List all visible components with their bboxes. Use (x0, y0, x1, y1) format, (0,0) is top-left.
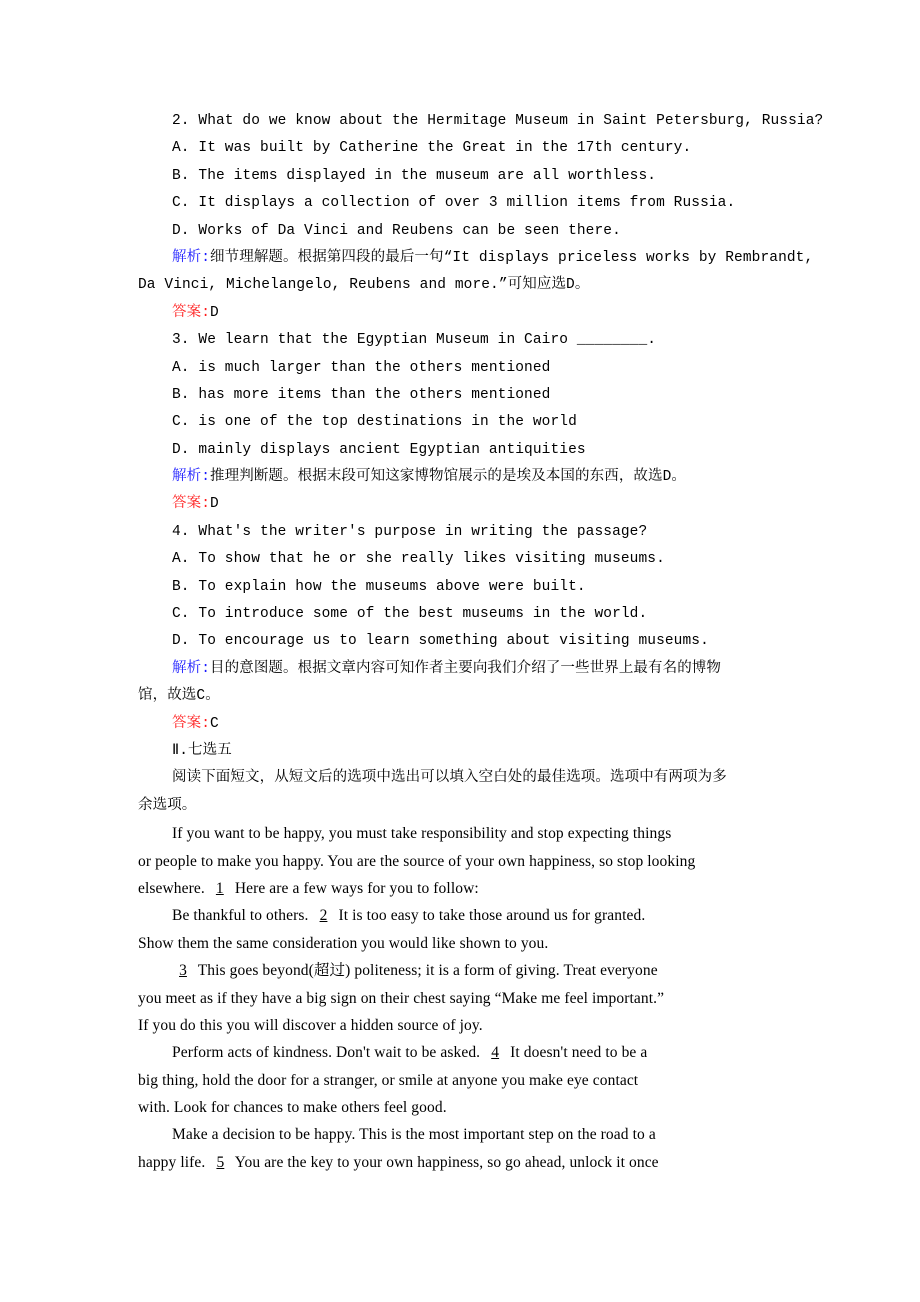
q4-option-d: D. To encourage us to learn something about visiting museums. (172, 633, 709, 650)
answer-label: 答案: (172, 304, 211, 321)
analysis-label: 解析: (172, 469, 211, 486)
blank-4: 4 (491, 1044, 500, 1062)
blank-5: 5 (216, 1153, 225, 1171)
q4-answer-value: C (210, 715, 219, 732)
text: elsewhere. (138, 879, 205, 897)
q4-answer (138, 711, 783, 738)
q2-option-b: B. The items displayed in the museum are all worthless. (172, 167, 657, 184)
answer-label: 答案: (172, 715, 211, 732)
section-instruction: 阅读下面短文，从短文后的选项中选出可以填入空白处的最佳选项。选项中有两项为多 (172, 770, 727, 787)
text: Here are a few ways for you to follow: (234, 879, 479, 897)
q4-option-b: B. To explain how the museums above were built. (172, 578, 586, 595)
passage-p4-line2: big thing, hold the door for a stranger, or smile at anyone you make eye contact (138, 1071, 639, 1089)
text: Be thankful to others. (172, 907, 309, 925)
passage-p2-line2: Show them the same consideration you would like shown to you. (138, 934, 549, 952)
q3-answer-value: D (210, 496, 219, 513)
passage-p2-line1 (138, 902, 783, 929)
passage-p5-line1: Make a decision to be happy. This is the most important step on the road to a (172, 1126, 656, 1144)
q2-analysis-text: 细节理解题。根据第四段的最后一句“It displays priceless works by Rembrandt, (210, 249, 814, 266)
passage-p4-line1 (138, 1039, 783, 1066)
section-instruction-cont: 余选项。 (138, 797, 197, 814)
section-title: Ⅱ.七选五 (172, 742, 232, 759)
passage-p3-line1 (138, 957, 783, 984)
q3-option-d: D. mainly displays ancient Egyptian antiquities (172, 441, 586, 458)
q3-option-a: A. is much larger than the others mentioned (172, 359, 551, 376)
q2-option-d: D. Works of Da Vinci and Reubens can be seen there. (172, 222, 621, 239)
blank-1: 1 (215, 879, 224, 897)
passage-p1-line2: or people to make you happy. You are the source of your own happiness, so stop looking (138, 852, 696, 870)
text: It doesn't need to be a (510, 1044, 648, 1062)
passage-p5-line2 (138, 1149, 783, 1176)
blank-2: 2 (319, 907, 328, 925)
q3-answer (138, 491, 783, 518)
q4-option-c: C. To introduce some of the best museums in the world. (172, 606, 648, 623)
q3-analysis-text: 推理判断题。根据末段可知这家博物馆展示的是埃及本国的东西，故选D。 (210, 469, 687, 486)
text: Perform acts of kindness. Don't wait to be asked. (172, 1044, 481, 1062)
passage-p1-line3 (138, 875, 783, 902)
q2-answer (138, 300, 783, 327)
blank-3: 3 (179, 962, 187, 980)
q2-answer-value: D (210, 304, 219, 321)
passage-p3-line3: If you do this you will discover a hidden source of joy. (138, 1016, 483, 1034)
passage-p4-line3: with. Look for chances to make others feel good. (138, 1099, 447, 1117)
q4-analysis-text: 目的意图题。根据文章内容可知作者主要向我们介绍了一些世界上最有名的博物 (210, 660, 722, 677)
q3-option-b: B. has more items than the others mentioned (172, 386, 551, 403)
analysis-label: 解析: (172, 249, 211, 266)
text: You are the key to your own happiness, so go ahead, unlock it once (234, 1153, 659, 1171)
q2-stem: 2. What do we know about the Hermitage Museum in Saint Petersburg, Russia? (172, 113, 824, 129)
text: happy life. (138, 1153, 206, 1171)
q4-stem: 4. What's the writer's purpose in writing the passage? (172, 523, 648, 540)
q2-analysis (138, 245, 814, 272)
passage-p1-line1: If you want to be happy, you must take responsibility and stop expecting things (172, 825, 672, 843)
text: This goes beyond(超过) politeness; it is a form of giving. Treat everyone (197, 962, 658, 980)
q2-option-a: A. It was built by Catherine the Great in the 17th century. (172, 140, 692, 157)
q3-stem: 3. We learn that the Egyptian Museum in Cairo ________. (172, 332, 657, 349)
analysis-label: 解析: (172, 660, 211, 677)
q3-option-c: C. is one of the top destinations in the world (172, 414, 577, 431)
q4-option-a: A. To show that he or she really likes visiting museums. (172, 551, 665, 568)
text: It is too easy to take those around us for granted. (338, 907, 646, 925)
document-page (138, 108, 824, 1176)
passage-p3-line2: you meet as if they have a big sign on their chest saying “Make me feel important.” (138, 989, 665, 1007)
q4-analysis-cont: 馆，故选C。 (138, 688, 220, 705)
answer-label: 答案: (172, 496, 211, 513)
q2-analysis-cont: Da Vinci, Michelangelo, Reubens and more.”可知应选D。 (138, 277, 590, 294)
q2-option-c: C. It displays a collection of over 3 million items from Russia. (172, 195, 736, 212)
q3-analysis (138, 464, 783, 491)
q4-analysis (138, 656, 783, 683)
